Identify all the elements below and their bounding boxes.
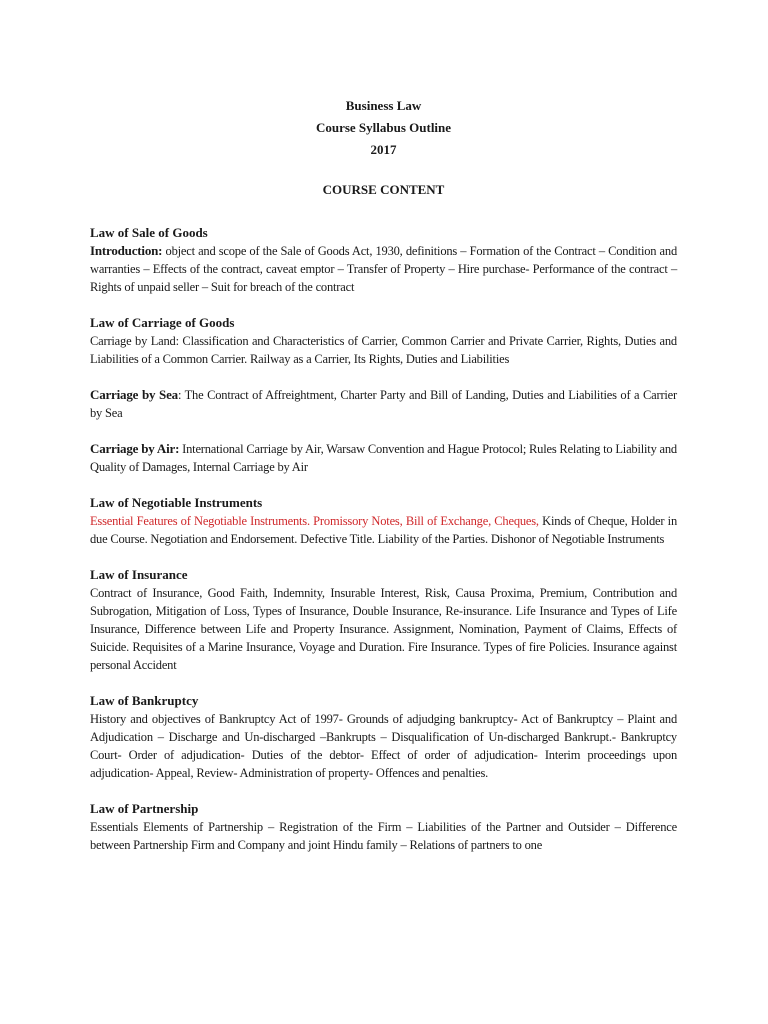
section-heading: Law of Carriage of Goods [90, 315, 235, 330]
body-text: Kinds of Cheque, Holder in due Course. Negotiation and Endorsement. Defective Title. Liability of the Parties. Dishonor of Negotiable Instruments [90, 514, 677, 546]
section-negotiable-instruments [90, 494, 677, 548]
section-heading: Law of Insurance [90, 567, 188, 582]
section-partnership [90, 800, 677, 854]
intro-text: object and scope of the Sale of Goods Act, 1930, definitions – Formation of the Contract – Condition and warranties – Effects of the contract, caveat emptor – Transfer of Property – Hire purchase- Performance of the contract – Rights of unpaid seller – Suit for breach of the contract [90, 244, 677, 294]
air-label: Carriage by Air: [90, 441, 180, 456]
section-heading: Law of Partnership [90, 801, 199, 816]
section-body [90, 512, 677, 548]
section-body: Contract of Insurance, Good Faith, Indemnity, Insurable Interest, Risk, Causa Proxima, Premium, Contribution and Subrogation, Mitigation of Loss, Types of Insurance, Double Insurance, Re-insurance. Life Insurance and Types of Life Insurance, Difference between Life and Property Insurance. Assignment, Nomination, Payment of Claims, Effects of Suicide. Requisites of a Marine Insurance, Voyage and Duration. Fire Insurance. Types of fire Policies. Insurance against personal Accident [90, 586, 677, 672]
course-name: Business Law [345, 98, 422, 113]
air-text: International Carriage by Air, Warsaw Convention and Hague Protocol; Rules Relating to Liability and Quality of Damages, Internal Carriage by Air [90, 442, 677, 474]
section-carriage-by-sea [90, 386, 677, 422]
section-body [90, 386, 677, 422]
document-year: 2017 [370, 142, 397, 157]
sea-label: Carriage by Sea [90, 387, 178, 402]
section-body: Carriage by Land: Classification and Characteristics of Carrier, Common Carrier and Private Carrier, Rights, Duties and Liabilities of a Common Carrier. Railway as a Carrier, Its Rights, Duties and Liabilities [90, 334, 677, 366]
section-body [90, 242, 677, 296]
document-subtitle: Course Syllabus Outline [315, 120, 452, 135]
section-heading: Law of Bankruptcy [90, 693, 199, 708]
highlighted-text: Essential Features of Negotiable Instruments. Promissory Notes, Bill of Exchange, Cheques, [90, 514, 539, 528]
section-sale-of-goods [90, 224, 677, 296]
section-carriage-by-air [90, 440, 677, 476]
section-heading: Law of Negotiable Instruments [90, 495, 263, 510]
section-insurance [90, 566, 677, 674]
section-body: History and objectives of Bankruptcy Act of 1997- Grounds of adjudging bankruptcy- Act of Bankruptcy – Plaint and Adjudication – Discharge and Un-discharged –Bankrupts – Disqualification of Un-discharged Bankrupt.- Bankruptcy Court- Order of adjudication- Duties of the debtor- Effect of order of adjudication- Interim proceedings upon adjudication- Appeal, Review- Administration of property- Offences and penalties. [90, 712, 677, 780]
section-bankruptcy [90, 692, 677, 782]
title-block [90, 95, 677, 161]
section-heading: Law of Sale of Goods [90, 225, 208, 240]
document-page [90, 95, 677, 872]
section-body [90, 440, 677, 476]
section-carriage-of-goods [90, 314, 677, 368]
course-content-heading: COURSE CONTENT [322, 182, 445, 197]
sea-text: : The Contract of Affreightment, Charter Party and Bill of Landing, Duties and Liabilities of a Carrier by Sea [90, 388, 677, 420]
section-body: Essentials Elements of Partnership – Registration of the Firm – Liabilities of the Partner and Outsider – Difference between Partnership Firm and Company and joint Hindu family – Relations of partners to one [90, 820, 677, 852]
intro-label: Introduction: [90, 243, 163, 258]
